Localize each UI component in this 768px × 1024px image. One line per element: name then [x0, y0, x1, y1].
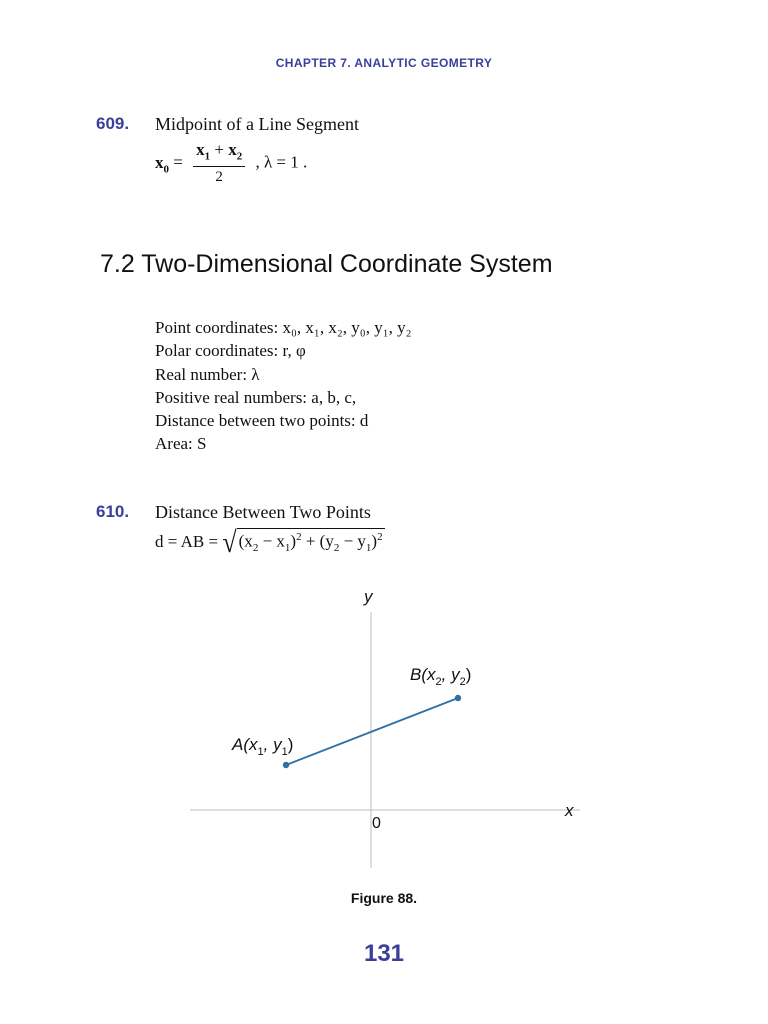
midpoint-fraction: [193, 140, 245, 187]
origin-label: 0: [372, 815, 381, 832]
distance-lhs: d = AB =: [155, 532, 223, 551]
item-609-title: Midpoint of a Line Segment: [155, 114, 359, 134]
chapter-header: CHAPTER 7. ANALYTIC GEOMETRY: [275, 56, 493, 70]
x-axis-label: x: [565, 801, 574, 820]
radical-sign-icon: √: [222, 525, 237, 560]
point-a-dot: [283, 762, 289, 768]
distance-formula: [155, 525, 385, 560]
notation-polar-coordinates: Polar coordinates: r, φ: [155, 341, 306, 361]
fraction-numerator: $x_1 + x_2$: [193, 140, 245, 167]
radicand: $(x_2 - x_1)^2 + (y_2 - y_1)^2$: [237, 528, 385, 554]
point-b-label: $B(x_2$, $y_2$): [410, 665, 472, 688]
square-root: [222, 525, 384, 560]
notation-list: [155, 316, 412, 456]
formula-equals: =: [173, 152, 183, 172]
notation-positive-reals: Positive real numbers: a, b, c,: [155, 387, 357, 407]
notation-area: Area: S: [155, 434, 207, 454]
notation-distance: Distance between two points: d: [155, 411, 369, 431]
segment-ab: [286, 698, 458, 765]
section-title: 7.2 Two-Dimensional Coordinate System: [100, 250, 553, 278]
figure-88-diagram: [180, 580, 600, 880]
formula-lhs: $x_0$: [155, 152, 169, 175]
midpoint-formula: [155, 140, 307, 187]
figure-caption: Figure 88.: [350, 890, 418, 906]
item-610-number: 610.: [96, 502, 130, 521]
formula-lambda: , λ = 1 .: [255, 152, 308, 172]
point-b-dot: [455, 695, 461, 701]
notation-real-number: Real number: λ: [155, 364, 260, 384]
page-number: 131: [363, 940, 405, 967]
item-609-number: 609.: [96, 114, 130, 133]
notation-point-coordinates: Point coordinates: x₀, x₁, x₂, y₀, y₁, y₂: [155, 318, 412, 337]
point-a-label: $A(x_1$, $y_1$): [232, 735, 294, 758]
item-610-title: Distance Between Two Points: [155, 502, 371, 522]
y-axis-label: y: [364, 587, 373, 606]
fraction-denominator: 2: [215, 169, 223, 186]
